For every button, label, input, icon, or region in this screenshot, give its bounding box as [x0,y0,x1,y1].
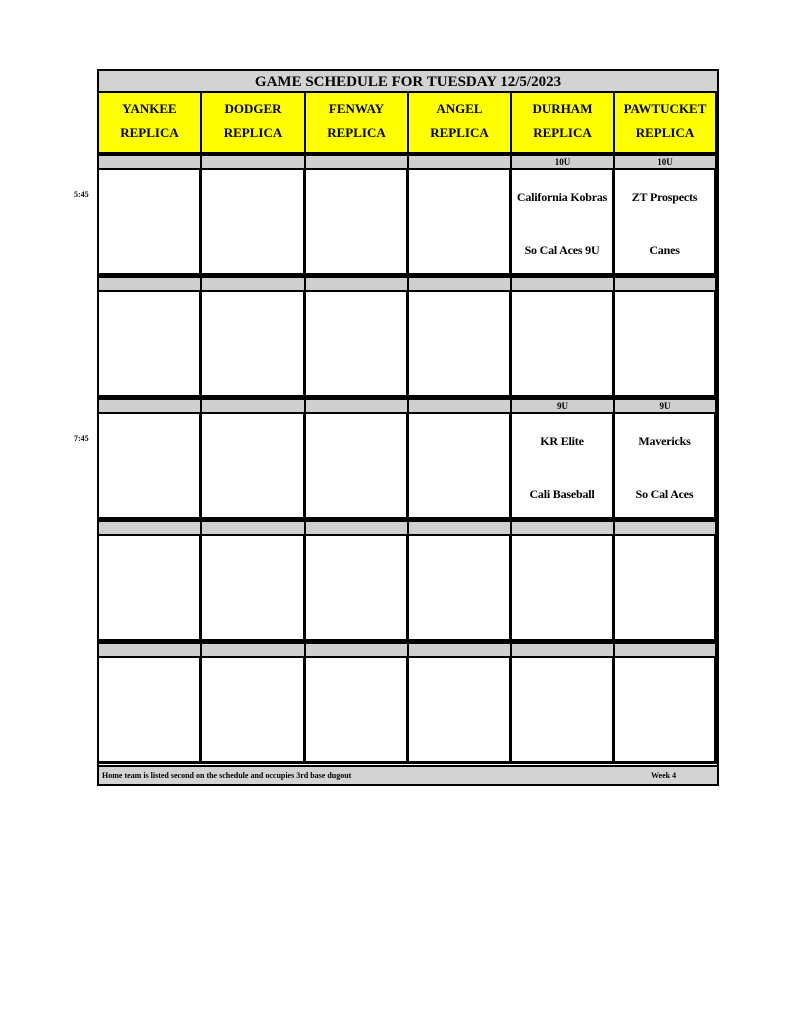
division-band [615,642,717,658]
game-cell [615,658,717,764]
game-cell [615,292,717,398]
game-cell [202,658,306,764]
division-band [99,398,202,414]
field-header-fenway [306,93,409,154]
division-band [512,520,615,536]
field-subtitle: REPLICA [327,125,386,140]
game-cell [202,536,306,642]
division-band [306,520,409,536]
field-header-dodger [202,93,306,154]
field-header-pawtucket [615,93,717,154]
field-subtitle: REPLICA [430,125,489,140]
field-name: ANGEL [436,101,483,116]
away-team: Mavericks [638,434,691,448]
game-cell [306,292,409,398]
field-subtitle: REPLICA [533,125,592,140]
field-name: DODGER [224,101,282,116]
game-cell [409,414,512,520]
division-band [409,642,512,658]
home-team: So Cal Aces [635,487,694,501]
game-cell [99,536,202,642]
division-band [202,276,306,292]
division-band [512,276,615,292]
game-cell [306,658,409,764]
division-band [409,276,512,292]
field-name: PAWTUCKET [623,101,707,116]
division-band [306,398,409,414]
field-name: YANKEE [122,101,177,116]
game-cell [512,658,615,764]
home-team: Cali Baseball [529,487,595,501]
division-band [202,520,306,536]
slot-time: 7:45 [74,434,89,443]
division-band [615,276,717,292]
division-band: 9U [512,398,615,414]
away-team: ZT Prospects [631,190,698,204]
division-band [409,520,512,536]
game-cell [99,414,202,520]
game-cell [202,170,306,276]
field-name: DURHAM [532,101,593,116]
schedule-footer [99,765,717,784]
game-cell [306,414,409,520]
schedule-title: GAME SCHEDULE FOR TUESDAY 12/5/2023 [99,71,717,93]
game-cell [409,292,512,398]
division-band [202,398,306,414]
field-subtitle: REPLICA [120,125,179,140]
field-header-angel [409,93,512,154]
game-cell [409,658,512,764]
field-subtitle: REPLICA [223,125,283,140]
division-band [512,642,615,658]
game-cell [202,292,306,398]
home-team: Canes [649,243,680,257]
game-cell [306,536,409,642]
division-band [615,520,717,536]
field-header-yankee [99,93,202,154]
game-cell [615,536,717,642]
game-cell [409,536,512,642]
game-cell [409,170,512,276]
game-cell [99,170,202,276]
game-cell [99,658,202,764]
away-team: California Kobras [516,190,608,204]
division-band [99,642,202,658]
division-band [409,154,512,170]
game-cell [512,292,615,398]
division-band [306,642,409,658]
away-team: KR Elite [540,434,584,448]
division-band: 10U [615,154,717,170]
game-cell [99,292,202,398]
division-band: 10U [512,154,615,170]
game-cell [615,414,717,520]
field-header-durham [512,93,615,154]
division-band [202,642,306,658]
home-team: So Cal Aces 9U [524,243,600,257]
division-band: 9U [615,398,717,414]
division-band [306,154,409,170]
division-band [99,154,202,170]
game-cell [615,170,717,276]
division-band [99,520,202,536]
game-cell [512,536,615,642]
division-band [99,276,202,292]
home-team-note: Home team is listed second on the schedule and occupies 3rd base dugout [102,771,352,780]
game-cell [512,414,615,520]
game-cell [306,170,409,276]
division-band [409,398,512,414]
field-subtitle: REPLICA [635,125,695,140]
week-label: Week 4 [651,771,677,780]
division-band [202,154,306,170]
game-cell [512,170,615,276]
schedule-sheet [97,69,719,786]
field-name: FENWAY [328,101,385,116]
slot-time: 5:45 [74,190,89,199]
division-band [306,276,409,292]
game-cell [202,414,306,520]
